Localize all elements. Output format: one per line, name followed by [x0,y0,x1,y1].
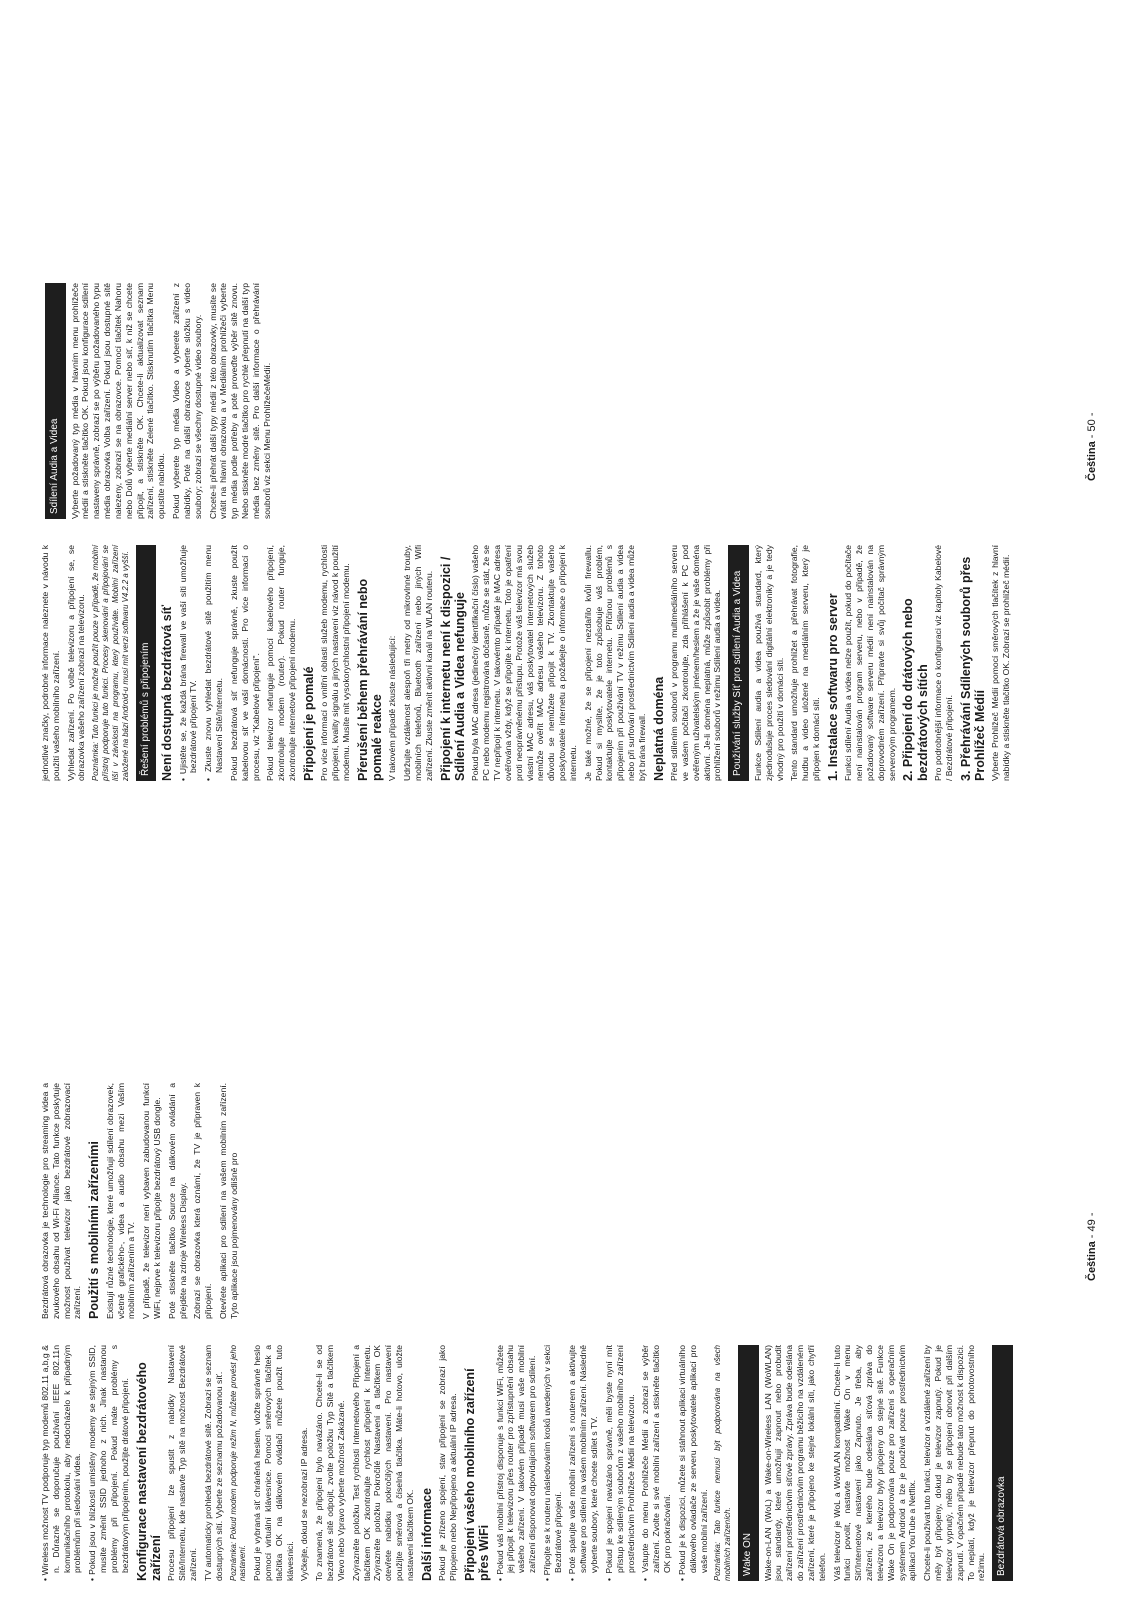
note-text: Poznámka: Tuto funkci je možné použít pouze v případě, že mobilní přístroj podporuje tuto funkci. Procesy skenování a připojování se liší v závislosti na programu, který používáte. Mobilní zařízení založené na bázi Android-u musí mít verzi softwaru V4.2.2 a vyšší. [91,545,130,781]
section-heading: Přerušení během přehrávání nebo pomalé reakce [355,578,385,781]
bullet-item: • Pokud je spojení navázáno správně, měli byste nyní mít přístup ke sdíleným souborům z vašeho mobilního zařízení prostřednictvím Prohlížeče Médií na televizoru. [603,1345,636,1581]
note-text: Poznámka: Pokud modem podporuje režim N, můžete provést jeho nastavení. [228,1345,248,1581]
section-banner: Bezdrátová obrazovka [992,1345,1013,1581]
paragraph: Udržujte vzdálenost alespoň tři metry od mikrovlnné trouby, mobilních telefonů, Bluetooth zařízení nebo jiných Wifi zařízení. Zkuste změnit aktivní kanál na WLAN routeru. [402,545,434,781]
section-banner: Řešení problémů s připojením [136,545,157,781]
page-50 [40,21,1110,781]
bullet-item: • Ujistěte se, že každá brána firewall ve vaší síti umožňuje bezdrátové připojení TV. [177,545,199,781]
paragraph: Existují různé technologie, které umožňují sdílení obrazovek, včetně grafického-, videa a audio obsahu mezi Vaším mobilním zařízením a TV. [104,1083,137,1319]
paragraph: Pro podrobnější informace o konfiguraci viz kapitoly Kabelové / Bezdrátové připojení. [933,545,954,781]
paragraph: Bezdrátová obrazovka je technologie pro streaming videa a zvukového obsahu od Wi-Fi Alliance. Tato funkce poskytuje možnost používat televizor jako bezdrátové zobrazovací zařízení. [40,1083,83,1319]
column [40,545,1016,781]
paragraph: TV automaticky prohledá bezdrátové sítě. Zobrazí se seznam dostupných sítí. Vyberte ze seznamu požadovanou síť. [202,1345,224,1581]
section-heading: 1. Instalace softwaru pro server [825,593,840,781]
section-heading: Není dostupná bezdrátová síť [160,604,175,781]
paragraph: Otevřete aplikaci pro sdílení na vašem mobilním zařízení. Tyto aplikace jsou pojmenovány odlišně pro [218,1083,239,1319]
paragraph: Funkci sdílení Audia a videa nelze použít, pokud do počítače není nainstalován program serveru, nebo v případě, že požadovaný software serveru médií není nainstalován na doprovodném zařízení. Připravte si svůj počítač správným serverovým programem. [843,545,897,781]
paragraph: Poté stiskněte tlačítko Source na dálkovém ovládání a přejděte na zdroje Wireless Display. [166,1083,188,1319]
bullet-item: • Pokud jsou v blízkosti umístěny modemy se stejným SSID, musíte změnit SSID jednoho z nich. Jinak nastanou problémy při připojení. Pokud máte problémy s bezdrátovým připojením, použijte drátové připojení. [87,1345,130,1581]
paragraph: Chcete-li používat tuto funkci, televizor a vzdálené zařízení by měly být připojeny, dokud je televizor zapnutý. Pokud je televizor vypnutý, mělo by se připojení obnovit při dalším zapnutí. V opačném případě nebude tato možnost k dispozici. To neplatí, když je televizor přepnut do pohotovostního režimu. [922,1345,987,1581]
bullet-item: • Vstupte do menu Prohlížeče Médií a zobrazí se výběr zařízení. Zvolte si své mobilní zařízení a stiskněte tlačítko OK pro pokračování. [640,1345,673,1581]
paragraph: Procesu připojení lze spustit z nabídky Nastavení Sítě/Internetu, kde nastavte Typ sítě na možnost Bezdrátové zařízení. [166,1345,199,1581]
section-heading: Připojení k internetu není k dispozici / Sdílení Audia a Videa nefunguje [438,556,468,781]
section-heading: Další informace [419,1487,434,1581]
paragraph: Vyčkejte, dokud se nezobrazí IP adresa. [299,1427,310,1581]
bullet-item: • Pokud je k dispozici, můžete si stáhnout aplikaci virtuálního dálkového ovladače ze serveru poskytovatele aplikací pro vaše mobilní zařízení. [676,1345,709,1581]
paragraph: jednotlivé značky, podrobné informace naleznete v návodu k použití vašeho mobilního zařízení. [40,545,61,781]
paragraph: V takovém případě zkuste následující: [387,635,398,781]
paragraph: Je také možné, že se připojení nezdařilo kvůli firewallu. Pokud si myslíte, že je toto způsobuje váš problém, kontaktujte poskytovatele internetu. Příčinou problémů s připojením při používání TV v režimu Sdílení audia a videa nebo při surfování prostřednictvím Sdílení audia a videa může být brána firewall. [582,545,647,781]
section-heading: 2. Připojení do drátových nebo bezdrátových sítích [901,598,930,781]
section-banner: Používání služby Síť pro sdílení Audia a Videa [728,545,749,781]
paragraph: Pokud vyberete typ média Video a vyberete zařízení z nabídky, Poté na další obrazovce vyberte složku s video soubory; zobrazí se všechny dostupné video soubory. [171,283,203,519]
column [40,1083,244,1319]
bullet-item: • Připojte se k routeru následováním kroků uvedených v sekci Bezdrátové připojení. [541,1345,563,1581]
paragraph: Pokud je vybraná síť chráněná heslem, vložte správné heslo pomocí virtuální klávesnice. Pomocí směrových tlačítek a tlačítka OK na dálkovém ovládači můžete použít tuto klávesnici. [252,1345,295,1581]
paragraph: Vyhledat zařízení. Po volbě televizoru a připojení se, se obrazovka vašeho zařízení zobrazí na televizoru. [65,545,87,781]
paragraph: Pokud televizor nefunguje pomocí kabelového připojení, zkontrolujte modem (router). Pokud router funguje, zkontrolujte internetové připojení modemu. [265,545,297,781]
paragraph: Váš televizor je WoL a WoWLAN kompatibilní. Chcete-li tuto funkci povolit, nastavte možnost Wake On v menu Síť/Internetové nastavení jako Zapnuto. Je třeba, aby zařízení, ze kterého bude odeslána síťová zpráva do televizoru a televizor byly připojeny do stejné sítě. Funkce Wake On je podporována pouze pro zařízení s operačním systémem Android a lze je používat pouze prostřednictvím aplikací YouTube a Netflix. [831,1345,918,1581]
bullet-item: • Poté spárujte vaše mobilní zařízení s routerem a aktivujte software pro sdílení na vašem mobilním zařízení. Následně vyberte soubory, které chcete sdílet s TV. [567,1345,600,1581]
paragraph: To znamená, že připojení bylo navázáno. Chcete-li se od bezdrátové sítě odpojit, zvolte položku Typ Sítě a tlačítkem Vlevo nebo Vpravo vyberte možnost Zakázané. [314,1345,346,1581]
bullet-item: • Pokud váš mobilní přístroj disponuje s funkcí WiFi, můžete jej připojit k televizoru přes router pro zpřístupnění obsahu vašeho zařízení. V takovém případě musí vaše mobilní zařízení disponovat odpovídajícím softwarem pro sdílení. [494,1345,537,1581]
column [40,283,277,519]
paragraph: Chcete-li přehrát další typy médií z této obrazovky, musíte se vrátit na hlavní obrazovku a v Mediálním prohlížeči vyberte typ média podle potřeby a poté proveďte výběr sítě znovu. Nebo stiskněte modré tlačítko pro rychlé přepnutí na další typ média bez změny sítě. Pro další informace o přehrávání souborů viz sekci Menu ProhlížečeMédií. [207,283,272,519]
page-49 [40,821,1110,1581]
paragraph: Wake-on-LAN (WoL) a Wake-on-Wireless LAN (WoWLAN) jsou standardy, které umožňují zapnout nebo probudit zařízení prostřednictvím síťové zprávy. Zpráva bude odeslána do zařízení prostřednictvím programu běžícího na vzdáleném zařízení, které je připojeno ke stejné lokální síti, jako chytří telefon. [762,1345,827,1581]
section-banner: Wake ON [738,1345,759,1581]
paragraph: Tento standard umožňuje prohlížet a přehrávat fotografie, hudbu a video uložené na mediálním serveru, který je připojen k domácí síti. [789,545,821,781]
paragraph: Zobrazí se obrazovka která oznámí, že TV je připraven k připojení. [192,1083,214,1319]
paragraph: Pokud bezdrátová síť nefunguje správně, zkuste použít kabelovou síť ve vaší domácnosti. Pro více informací o procesu, viz "Kabelové připojení". [228,545,261,781]
paragraph: Vyberte požadovaný typ média v hlavním menu prohlížeče médií a stiskněte tlačítko OK. Pokud jsou konfigurace sdílení nastaveny správně, zobrazí se po výběru požadovaného typu média obrazovka Volba zařízení. Pokud jsou dostupné sítě nalezeny, zobrazí se na obrazovce. Pomocí tlačítek Nahoru nebo Dolů vyberte mediální server nebo síť, k níž se chcete připojit, a stiskněte OK. Chcete-li aktualizovat seznam zařízení, stiskněte Zelené tlačítko. Stisknutím tlačítka Menu opustíte nabídku. [69,283,167,519]
paragraph: Pro více informací o vnitřní oblasti služeb modemu, rychlosti připojení, kvality signálu a jiných nastavení viz návod k použití modemu. Musíte mít vysokorychlostní připojení modemu. [319,545,351,781]
paragraph: Pokud je zřízeno spojení, stav připojení se zobrazí jako Připojeno nebo Nepřipojeno a aktuální IP adresa. [437,1345,458,1581]
footer-language: Čeština [1086,1241,1098,1281]
section-heading: Konfigurace nastavení bezdrátového zařízení [134,1362,163,1581]
paragraph: Funkce Sdílení audia a videa používá standard, který zjednodušuje proces sledování digitální elektroniky a je tedy vhodný pro použití v domácí síti. [752,545,785,781]
paragraph: Zvýrazněte položku Test rychlosti Internetového Připojení a tlačítkem OK zkontrolujte rychlost připojení k Internetu. Zvýrazněte položku Pokročilé Nastavení a tlačítkem OK otevřete nabídku pokročilých nastavení. Pro nastavení použijte směrová a číselná tlačítka. Máte-li hotovo, uložte nastavení tlačítkem OK. [350,1345,415,1581]
bullet-item: • Zkuste znovu vyhledat bezdrátové sítě použitím menu Nastavení Sítě/Internetu. [203,545,225,781]
paragraph: Před sdílením souborů v programu multimediálního serveru ve vašem počítači zkontrolujte, zda přihlášení k PC pod ověřeným uživatelským jménem/heslem a že je vaše doména aktivní. Je-li doména neplatná, může způsobit problémy při prohlížení souborů v režimu Sdílení audia a videa. [669,545,723,781]
section-heading: Neplatná doména [651,676,666,781]
paragraph: V případě, že televizor není vybaven zabudovanou funkcí WiFi, nejprve k televizoru připojte bezdrátový USB dongle. [141,1083,162,1319]
footer-language: Čeština [1086,441,1098,481]
column [40,1345,1017,1581]
paragraph: Pokud byla MAC adresa (jedinečný identifikační číslo) vašeho PC nebo modemu registrována dočasně, může se stát, že se TV nepřipojí k internetu. V takovémto případě je MAC adresa ověřována vždy, když se připojíte k internetu. Toto je opatření proti neoprávněnému přístupu. Protože váš televizor má svou vlastní MAC adresu, váš poskytovatel internetových služeb nemůže ověřit MAC adresu vašeho televizoru. Z tohoto důvodu se nemůžete připojit k TV. Zkontaktujte vašeho poskytovatele internetu a požádejte o informace o připojení k internetu. [470,545,578,781]
page-number: - 49 - [1086,1212,1098,1239]
note-text: Poznámka: Tato funkce nemusí být podporována na všech mobilních zařízeních. [713,1345,733,1581]
section-heading: Připojení vašeho mobilního zařízení přes WiFi [462,1368,492,1581]
page-number: - 50 - [1086,412,1098,439]
page-footer [1086,413,1098,482]
paragraph: Vyberte Prohlížeč Médií pomocí směrových tlačítek z hlavní nabídky a stiskněte tlačítko OK. Zobrazí se prohlížeč médií. [990,545,1012,781]
section-heading: Použití s mobilními zařízeními [87,1141,102,1319]
section-heading: 3. Přehrávání Sdílených souborů přes Prohlížeč Médií [958,556,988,781]
section-heading: Připojení je pomalé [301,666,316,781]
bullet-item: • Wireless možnost TV podporuje typ modemů 802.11 a,b,g & n. Důrazně se doporučuje používání IEEE 802.11n komunikačního protokolu, aby nedocházelo k případným problémům při sledování videa. [40,1345,83,1581]
section-banner: Sdílení Audia a Videa [45,283,66,519]
page-footer [1086,1213,1098,1282]
